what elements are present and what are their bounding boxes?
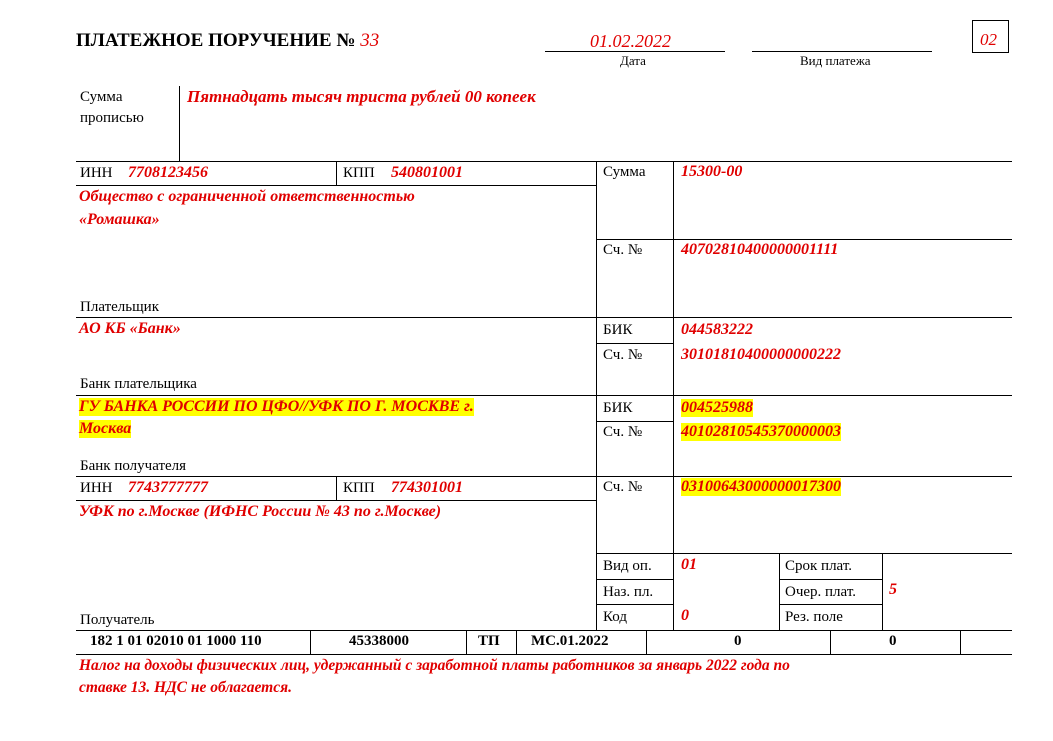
ocher-plat-value: 5: [889, 581, 897, 598]
row-line-kod: [596, 604, 673, 605]
row-line-recipient-bank: [76, 395, 1012, 396]
payer-inn-label: ИНН: [80, 165, 113, 181]
amount-label: Сумма: [603, 164, 646, 180]
vid-op-value: 01: [681, 556, 697, 573]
recipient-kpp: 774301001: [391, 479, 463, 496]
recipient-bank-acc: 40102810545370000003: [681, 423, 841, 440]
amount-words-label-2: прописью: [80, 110, 144, 126]
vid-op-label: Вид оп.: [603, 558, 652, 574]
row-line-inn-payer-bottom: [76, 185, 596, 186]
row-line-naz: [596, 579, 673, 580]
payer-bank-name: АО КБ «Банк»: [79, 320, 181, 337]
recipient-acc: 03100643000000017300: [681, 478, 841, 495]
payer-kpp-label: КПП: [343, 165, 375, 181]
payer-bank-label: Банк плательщика: [80, 376, 197, 392]
recipient-acc-label: Сч. №: [603, 479, 643, 495]
tax-doc-date: 0: [889, 633, 897, 649]
naz-pl-label: Наз. пл.: [603, 584, 654, 600]
tax-doc-number: 0: [734, 633, 742, 649]
date-underline: [545, 51, 725, 52]
payer-bank-bik: 044583222: [681, 321, 753, 338]
recipient-kpp-divider: [336, 476, 337, 500]
row-line-recipient-inn-bottom: [76, 500, 596, 501]
amount-value: 15300-00: [681, 163, 743, 180]
recipient-bank-bik: 004525988: [681, 399, 753, 416]
recipient-label: Получатель: [80, 612, 155, 628]
row-line-account: [596, 239, 1012, 240]
payer-account-label: Сч. №: [603, 242, 643, 258]
srok-plat-label: Срок плат.: [785, 558, 853, 574]
tax-col-2: [466, 630, 467, 654]
row-line-inn-payer: [76, 161, 1012, 162]
purpose-line-2: ставке 13. НДС не облагается.: [79, 679, 292, 696]
payer-name-line-2: «Ромашка»: [79, 211, 160, 228]
document-title-text: ПЛАТЕЖНОЕ ПОРУЧЕНИЕ №: [76, 30, 356, 51]
recipient-bank-name-line-1: ГУ БАНКА РОССИИ ПО ЦФО//УФК ПО Г. МОСКВЕ г.: [79, 398, 474, 415]
status-code: 02: [980, 30, 997, 49]
payer-bank-acc: 30101810400000000222: [681, 346, 841, 363]
payer-bank-acc-label: Сч. №: [603, 347, 643, 363]
tax-col-3: [516, 630, 517, 654]
row-line-tax-top: [76, 630, 1012, 631]
tax-col-5: [830, 630, 831, 654]
payer-kpp: 540801001: [391, 164, 463, 181]
recipient-bank-label: Банк получателя: [80, 458, 187, 474]
recipient-bank-name-line-2: Москва: [79, 420, 132, 437]
tax-col-4: [646, 630, 647, 654]
row-line-op: [596, 553, 1012, 554]
amount-words-value: Пятнадцать тысяч триста рублей 00 копеек: [187, 87, 536, 106]
kod-label: Код: [603, 609, 627, 625]
row-line-payer-bank-bik: [596, 343, 673, 344]
document-date: 01.02.2022: [590, 31, 671, 51]
document-number: 33: [360, 30, 380, 51]
payer-account: 40702810400000001111: [681, 241, 839, 258]
row-line-recipient-bank-bik: [596, 421, 673, 422]
payment-kind-underline: [752, 51, 932, 52]
document-title: [76, 30, 379, 52]
purpose-line-1: Налог на доходы физических лиц, удержанный с заработной платы работников за январь 2022 года по: [79, 657, 790, 674]
oktmo: 45338000: [349, 633, 409, 649]
kbk: 182 1 01 02010 01 1000 110: [90, 633, 262, 649]
payment-kind-label: Вид платежа: [800, 53, 871, 68]
tax-col-1: [310, 630, 311, 654]
row-line-ocher: [779, 579, 882, 580]
ocher-plat-label: Очер. плат.: [785, 584, 856, 600]
amount-words-label-1: Сумма: [80, 89, 123, 105]
recipient-bank-bik-label: БИК: [603, 400, 633, 416]
payer-kpp-divider: [336, 161, 337, 185]
col-divider-srok-right: [882, 553, 883, 630]
recipient-kpp-label: КПП: [343, 480, 375, 496]
tax-period: МС.01.2022: [531, 633, 609, 649]
col-divider-srok-left: [779, 553, 780, 630]
payer-inn: 7708123456: [128, 164, 208, 181]
tax-col-6: [960, 630, 961, 654]
recipient-inn: 7743777777: [128, 479, 208, 496]
row-line-recipient: [76, 476, 1012, 477]
date-label: Дата: [620, 53, 646, 68]
payer-bank-bik-label: БИК: [603, 322, 633, 338]
tax-basis: ТП: [478, 633, 500, 649]
recipient-name: УФК по г.Москве (ИФНС России № 43 по г.Москве): [79, 503, 442, 520]
rez-pole-label: Рез. поле: [785, 609, 843, 625]
payer-name-line-1: Общество с ограниченной ответственностью: [79, 188, 415, 205]
payer-label: Плательщик: [80, 299, 159, 315]
row-line-rez: [779, 604, 882, 605]
amount-words-divider: [179, 86, 180, 161]
kod-value: 0: [681, 607, 689, 624]
recipient-bank-acc-label: Сч. №: [603, 424, 643, 440]
row-line-payer-bank: [76, 317, 1012, 318]
recipient-inn-label: ИНН: [80, 480, 113, 496]
row-line-tax-bottom: [76, 654, 1012, 655]
